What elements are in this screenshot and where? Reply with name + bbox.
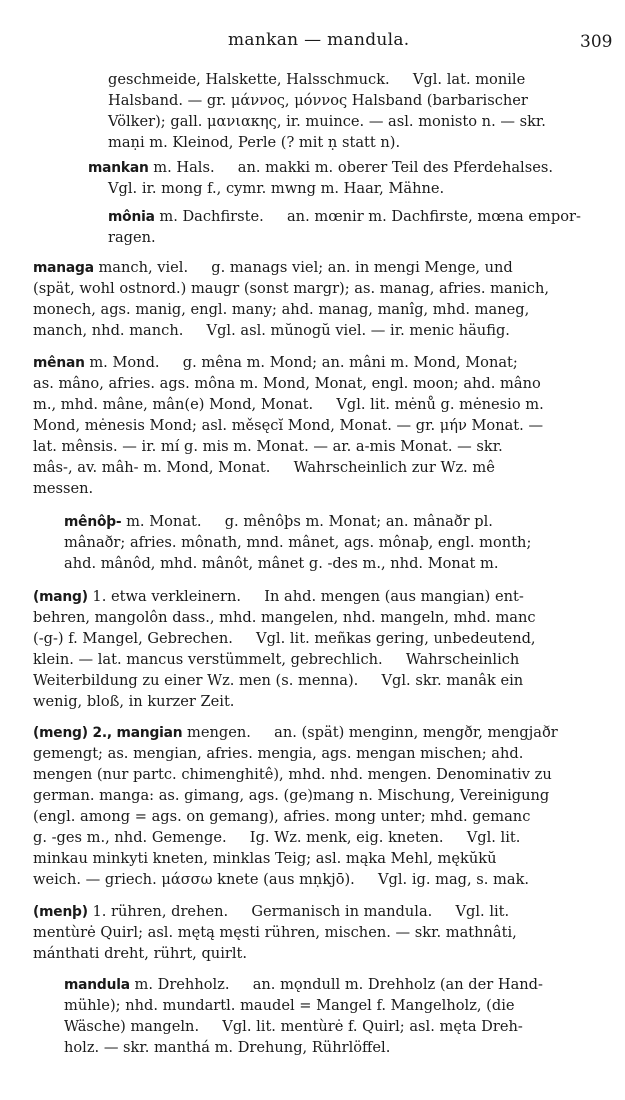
entry-line: m. Monat. g. mênôþs m. Monat; an. mânaðr pl. bbox=[121, 513, 493, 530]
entry-line: klein. — lat. mancus verstümmelt, gebrechlich. Wahrscheinlich bbox=[33, 651, 520, 668]
entry-first-line bbox=[33, 258, 513, 278]
entry-line: m. Hals. an. makki m. oberer Teil des Pferdehalses. bbox=[148, 159, 553, 176]
entry-first-line bbox=[64, 512, 493, 532]
entry-first-line bbox=[33, 723, 558, 743]
entry-line: mentùrė Quirl; asl. mętą męsti rühren, mischen. — skr. mathnâti, bbox=[33, 924, 517, 941]
entry-line: m. Drehholz. an. mǫndull m. Drehholz (an der Hand- bbox=[129, 976, 543, 993]
header-title: mankan — mandula. bbox=[228, 30, 410, 50]
headword: mankan bbox=[88, 160, 149, 176]
entry-line: m. Mond. g. mêna m. Mond; an. mâni m. Mond, Monat; bbox=[84, 354, 518, 371]
entry-line: Weiterbildung zu einer Wz. men (s. menna). Vgl. skr. manâk ein bbox=[33, 672, 524, 689]
entry-line: m., mhd. mâne, mân(e) Mond, Monat. Vgl. lit. mėnů g. mėnesio m. bbox=[33, 396, 544, 413]
headword: mônia bbox=[108, 209, 155, 225]
entry-first-line bbox=[64, 975, 543, 995]
running-header bbox=[0, 30, 625, 54]
entry-line: mengen. an. (spät) menginn, mengðr, mengjaðr bbox=[182, 724, 558, 741]
entry-line: ragen. bbox=[108, 229, 156, 246]
entry-line: weich. — griech. μάσσω knete (aus mṇkjō). Vgl. ig. mag, s. mak. bbox=[33, 871, 530, 888]
entry-line: mengen (nur partc. chimenghitê), mhd. nhd. mengen. Denominativ zu bbox=[33, 766, 552, 783]
entry-line: (engl. among = ags. on gemang), afries. mong unter; mhd. gemanc bbox=[33, 808, 531, 825]
entry-line: Völker); gall. μανιακης, ir. muince. — asl. monisto n. — skr. bbox=[108, 113, 546, 130]
entry-line: messen. bbox=[33, 480, 94, 497]
entry-first-line bbox=[108, 207, 581, 227]
entry-line: g. -ges m., nhd. Gemenge. Ig. Wz. menk, eig. kneten. Vgl. lit. bbox=[33, 829, 521, 846]
headword: mênan bbox=[33, 355, 85, 371]
entry-line: mânaðr; afries. mônath, mnd. mânet, ags. mônaþ, engl. month; bbox=[64, 534, 532, 551]
entry-line: maṇi m. Kleinod, Perle (? mit ṇ statt n). bbox=[108, 134, 401, 151]
entry-line: lat. mênsis. — ir. mí g. mis m. Monat. — ar. a-mis Monat. — skr. bbox=[33, 438, 503, 455]
entry-first-line bbox=[33, 353, 518, 373]
entry-line: manch, viel. g. manags viel; an. in mengi Menge, und bbox=[93, 259, 513, 276]
headword: (mang) bbox=[33, 589, 88, 605]
entry-line: mâs-, av. mâh- m. Mond, Monat. Wahrscheinlich zur Wz. mê bbox=[33, 459, 495, 476]
entry-line: 1. rühren, drehen. Germanisch in mandula. Vgl. lit. bbox=[87, 903, 510, 920]
entry-line: behren, mangolôn dass., mhd. mangelen, nhd. mangeln, mhd. manc bbox=[33, 609, 536, 626]
entry-line: manch, nhd. manch. Vgl. asl. mŭnogŭ viel. — ir. menic häufig. bbox=[33, 322, 510, 339]
entry-first-line bbox=[33, 587, 524, 607]
entry-line: minkau minkyti kneten, minklas Teig; asl. mąka Mehl, mękŭkŭ bbox=[33, 850, 497, 867]
entry-first-line bbox=[88, 158, 553, 178]
headword: mandula bbox=[64, 977, 130, 993]
entry-line: Vgl. ir. mong f., cymr. mwng m. Haar, Mähne. bbox=[108, 180, 445, 197]
entry-line: (spät, wohl ostnord.) maugr (sonst margr); as. manag, afries. manich, bbox=[33, 280, 549, 297]
entry-first-line bbox=[33, 902, 509, 922]
entry-line: mühle); nhd. mundartl. maudel = Mangel f. Mangelholz, (die bbox=[64, 997, 515, 1014]
entry-line: Mond, mėnesis Mond; asl. měsęcĭ Mond, Monat. — gr. μήν Monat. — bbox=[33, 417, 544, 434]
headword: (menþ) bbox=[33, 904, 88, 920]
entry-line: gemengt; as. mengian, afries. mengia, ags. mengan mischen; ahd. bbox=[33, 745, 524, 762]
entry-line: monech, ags. manig, engl. many; ahd. manag, manîg, mhd. maneg, bbox=[33, 301, 530, 318]
headword: mênôþ- bbox=[64, 514, 122, 530]
page-number: 309 bbox=[580, 32, 613, 52]
entry-line: german. manga: as. gimang, ags. (ge)mang n. Mischung, Vereinigung bbox=[33, 787, 550, 804]
entry-line: Wäsche) mangeln. Vgl. lit. mentùrė f. Quirl; asl. męta Dreh- bbox=[64, 1018, 523, 1035]
headword: managa bbox=[33, 260, 94, 276]
entry-line: mánthati dreht, rührt, quirlt. bbox=[33, 945, 248, 962]
entry-line: ahd. mânôd, mhd. mânôt, mânet g. -des m., nhd. Monat m. bbox=[64, 555, 499, 572]
entry-line: Halsband. — gr. μάννος, μόννος Halsband (barbarischer bbox=[108, 92, 528, 109]
headword: (meng) 2., mangian bbox=[33, 725, 183, 741]
entry-line: wenig, bloß, in kurzer Zeit. bbox=[33, 693, 235, 710]
entry-line: geschmeide, Halskette, Halsschmuck. Vgl. lat. monile bbox=[108, 71, 526, 88]
entry-line: 1. etwa verkleinern. In ahd. mengen (aus mangian) ent- bbox=[87, 588, 524, 605]
entry-line: m. Dachfirste. an. mœnir m. Dachfirste, mœna empor- bbox=[154, 208, 581, 225]
entry-line: (-g-) f. Mangel, Gebrechen. Vgl. lit. meñkas gering, unbedeutend, bbox=[33, 630, 536, 647]
entry-line: as. mâno, afries. ags. môna m. Mond, Monat, engl. moon; ahd. mâno bbox=[33, 375, 541, 392]
entry-line: holz. — skr. manthá m. Drehung, Rührlöffel. bbox=[64, 1039, 391, 1056]
